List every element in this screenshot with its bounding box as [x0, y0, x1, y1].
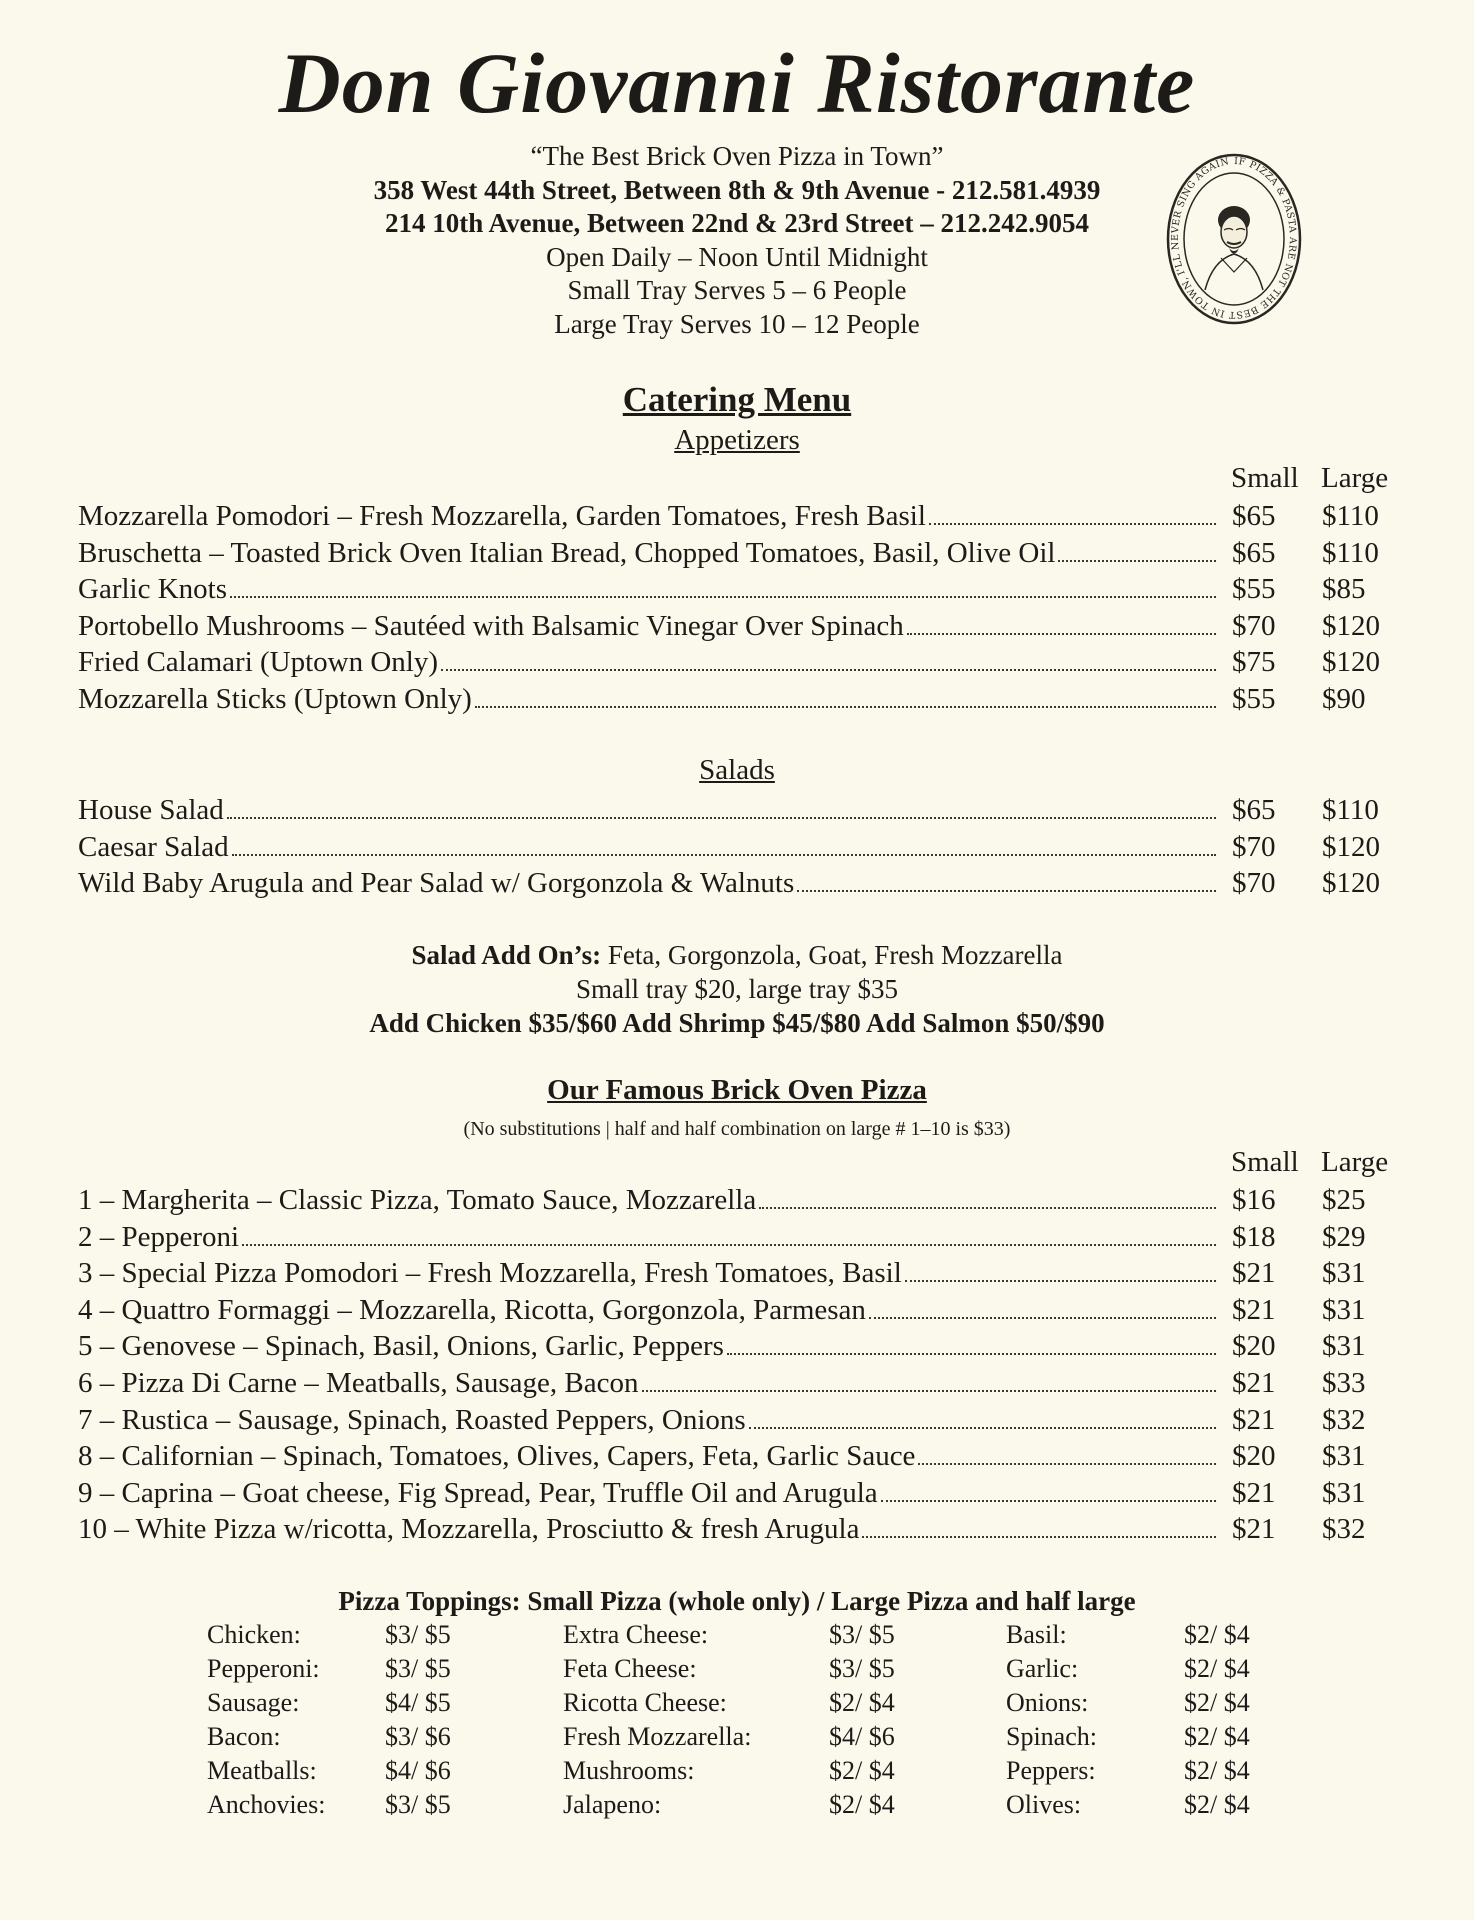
pizza-name: 1 – Margherita – Classic Pizza, Tomato Sauce, Mozzarella — [78, 1184, 757, 1216]
pizza-item — [78, 1182, 1220, 1218]
topping-name: Bacon: — [207, 1722, 281, 1751]
pizza-row — [78, 1402, 1405, 1438]
pizza-small-price: $16 — [1232, 1184, 1276, 1216]
seal-text: IF PIZZA & PASTA ARE NOT THE BEST IN TOWN, I'LL NEVER SING AGAIN — [1169, 155, 1299, 321]
topping-price: $2/ $4 — [1184, 1688, 1250, 1717]
topping-name: Jalapeno: — [563, 1790, 662, 1819]
dot-leader — [441, 669, 1216, 671]
don-giovanni-seal-logo — [1163, 150, 1305, 328]
pizza-item — [78, 1255, 1220, 1291]
appetizer-item — [78, 571, 1220, 607]
dot-leader — [227, 817, 1216, 819]
salad-addons-line — [0, 938, 1474, 972]
topping-name: Chicken: — [207, 1620, 301, 1649]
pizza-name: 7 – Rustica – Sausage, Spinach, Roasted Peppers, Onions — [78, 1403, 746, 1436]
pizza-row — [78, 1438, 1405, 1474]
topping-name: Meatballs: — [207, 1756, 317, 1785]
pizza-small-price: $21 — [1232, 1403, 1276, 1436]
topping-name: Anchovies: — [207, 1790, 326, 1819]
topping-name: Sausage: — [207, 1688, 300, 1717]
topping-price: $2/ $4 — [1184, 1722, 1250, 1751]
appetizer-small-price: $65 — [1232, 536, 1276, 569]
appetizers-small-header: Small — [1231, 462, 1299, 494]
appetizer-row — [78, 571, 1405, 607]
restaurant-title: Don Giovanni Ristorante — [278, 35, 1196, 131]
pizza-large-price: $32 — [1322, 1403, 1366, 1436]
dot-leader — [905, 1280, 1216, 1282]
pizza-name: 4 – Quattro Formaggi – Mozzarella, Ricotta, Gorgonzola, Parmesan — [78, 1293, 866, 1326]
appetizer-large-price: $110 — [1322, 536, 1379, 569]
topping-price: $3/ $5 — [829, 1620, 895, 1649]
appetizer-name: Garlic Knots — [78, 573, 227, 606]
address-uptown: 358 West 44th Street, Between 8th & 9th Avenue - 212.581.4939 — [373, 174, 1101, 205]
salad-item — [78, 865, 1220, 901]
pizza-small-price: $21 — [1232, 1293, 1276, 1326]
pizza-name: 3 – Special Pizza Pomodori – Fresh Mozzarella, Fresh Tomatoes, Basil — [78, 1257, 902, 1290]
pizza-row — [78, 1182, 1405, 1218]
appetizer-row — [78, 681, 1405, 717]
appetizer-large-price: $85 — [1322, 573, 1366, 606]
pizza-title: Our Famous Brick Oven Pizza — [547, 1074, 927, 1106]
dot-leader — [749, 1427, 1216, 1429]
topping-name: Basil: — [1006, 1620, 1067, 1649]
appetizer-row — [78, 535, 1405, 571]
topping-price: $2/ $4 — [829, 1688, 895, 1717]
appetizers-large-header: Large — [1321, 462, 1389, 494]
pizza-small-price: $20 — [1232, 1440, 1276, 1473]
salad-large-price: $120 — [1322, 830, 1380, 863]
pizza-row — [78, 1365, 1405, 1401]
dot-leader — [862, 1536, 1216, 1538]
pizza-item — [78, 1475, 1220, 1511]
pizza-large-price: $31 — [1322, 1440, 1366, 1473]
appetizer-small-price: $65 — [1232, 500, 1276, 532]
pizza-large-header: Large — [1321, 1146, 1389, 1178]
dot-leader — [929, 523, 1216, 525]
address-downtown: 214 10th Avenue, Between 22nd & 23rd Street – 212.242.9054 — [385, 208, 1089, 239]
appetizer-item — [78, 681, 1220, 717]
pizza-row — [78, 1328, 1405, 1364]
topping-price: $2/ $4 — [1184, 1790, 1250, 1819]
appetizer-item — [78, 498, 1220, 534]
pizza-small-header: Small — [1231, 1146, 1299, 1178]
dot-leader — [907, 633, 1216, 635]
topping-price: $2/ $4 — [1184, 1620, 1250, 1649]
salad-small-price: $65 — [1232, 794, 1276, 826]
topping-name: Olives: — [1006, 1790, 1082, 1819]
dot-leader — [475, 706, 1216, 708]
pizza-name: 10 – White Pizza w/ricotta, Mozzarella, Prosciutto & fresh Arugula — [78, 1513, 860, 1546]
pizza-item — [78, 1365, 1220, 1401]
topping-price: $2/ $4 — [1184, 1654, 1250, 1683]
pizza-large-price: $29 — [1322, 1220, 1366, 1253]
appetizer-row — [78, 608, 1405, 644]
appetizer-name: Bruschetta – Toasted Brick Oven Italian Bread, Chopped Tomatoes, Basil, Olive Oil — [78, 536, 1056, 569]
pizza-row — [78, 1475, 1405, 1511]
topping-price: $3/ $5 — [829, 1654, 895, 1683]
pizza-large-price: $31 — [1322, 1257, 1366, 1290]
pizza-large-price: $25 — [1322, 1184, 1366, 1216]
appetizer-item — [78, 535, 1220, 571]
topping-price: $3/ $5 — [385, 1620, 451, 1649]
dot-leader — [881, 1500, 1216, 1502]
topping-name: Feta Cheese: — [563, 1654, 697, 1683]
appetizer-name: Mozzarella Sticks (Uptown Only) — [78, 683, 472, 715]
appetizer-large-price: $90 — [1322, 683, 1366, 715]
pizza-item — [78, 1328, 1220, 1364]
appetizer-small-price: $55 — [1232, 573, 1276, 606]
dot-leader — [797, 890, 1216, 892]
pizza-large-price: $31 — [1322, 1293, 1366, 1326]
appetizer-name: Fried Calamari (Uptown Only) — [78, 646, 439, 679]
dot-leader — [918, 1463, 1216, 1465]
appetizer-small-price: $70 — [1232, 609, 1276, 642]
small-tray-info: Small Tray Serves 5 – 6 People — [567, 275, 907, 306]
toppings-title: Pizza Toppings: Small Pizza (whole only) / Large Pizza and half large — [338, 1586, 1136, 1616]
topping-price: $3/ $5 — [385, 1790, 451, 1819]
dot-leader — [869, 1317, 1216, 1319]
pizza-small-price: $21 — [1232, 1367, 1276, 1399]
pizza-large-price: $31 — [1322, 1330, 1366, 1363]
pizza-small-price: $20 — [1232, 1330, 1276, 1363]
salad-small-price: $70 — [1232, 867, 1276, 900]
pizza-name: 8 – Californian – Spinach, Tomatoes, Olives, Capers, Feta, Garlic Sauce — [78, 1440, 916, 1473]
pizza-small-price: $18 — [1232, 1220, 1276, 1253]
dot-leader — [232, 854, 1216, 856]
pizza-large-price: $32 — [1322, 1513, 1366, 1546]
pizza-small-price: $21 — [1232, 1513, 1276, 1546]
topping-price: $4/ $5 — [385, 1688, 451, 1717]
hours: Open Daily – Noon Until Midnight — [546, 241, 928, 272]
salad-name: Wild Baby Arugula and Pear Salad w/ Gorgonzola & Walnuts — [78, 867, 795, 900]
pizza-small-price: $21 — [1232, 1257, 1276, 1290]
appetizers-title: Appetizers — [674, 424, 800, 456]
salad-large-price: $110 — [1322, 794, 1379, 826]
topping-price: $3/ $5 — [385, 1654, 451, 1683]
salad-name: House Salad — [78, 794, 224, 826]
tagline: “The Best Brick Oven Pizza in Town” — [530, 141, 944, 171]
topping-name: Garlic: — [1006, 1654, 1079, 1683]
topping-name: Spinach: — [1006, 1722, 1097, 1751]
appetizer-large-price: $110 — [1322, 500, 1379, 532]
topping-price: $2/ $4 — [829, 1790, 895, 1819]
salad-row — [78, 829, 1405, 865]
catering-menu-title: Catering Menu — [622, 380, 852, 419]
topping-name: Extra Cheese: — [563, 1620, 709, 1649]
dot-leader — [642, 1390, 1216, 1392]
pizza-row — [78, 1292, 1405, 1328]
pizza-row — [78, 1511, 1405, 1547]
topping-price: $2/ $4 — [829, 1756, 895, 1785]
dot-leader — [242, 1244, 1216, 1246]
topping-price: $3/ $6 — [385, 1722, 451, 1751]
pizza-large-price: $33 — [1322, 1367, 1366, 1399]
topping-name: Mushrooms: — [563, 1756, 695, 1785]
salad-name: Caesar Salad — [78, 830, 229, 863]
salad-addons-label: Salad Add On’s: — [411, 940, 602, 970]
appetizer-small-price: $75 — [1232, 646, 1276, 679]
appetizer-name: Mozzarella Pomodori – Fresh Mozzarella, Garden Tomatoes, Fresh Basil — [78, 500, 926, 532]
topping-name: Peppers: — [1006, 1756, 1096, 1785]
topping-name: Pepperoni: — [207, 1654, 320, 1683]
pizza-item — [78, 1438, 1220, 1474]
pizza-small-price: $21 — [1232, 1476, 1276, 1509]
dot-leader — [230, 596, 1216, 598]
topping-price: $2/ $4 — [1184, 1756, 1250, 1785]
dot-leader — [759, 1207, 1216, 1209]
pizza-item — [78, 1402, 1220, 1438]
pizza-large-price: $31 — [1322, 1476, 1366, 1509]
pizza-item — [78, 1511, 1220, 1547]
salad-item — [78, 829, 1220, 865]
dot-leader — [727, 1353, 1216, 1355]
topping-name: Ricotta Cheese: — [563, 1688, 727, 1717]
pizza-name: 2 – Pepperoni — [78, 1220, 240, 1253]
pizza-row — [78, 1255, 1405, 1291]
salad-addons-cheeses: Feta, Gorgonzola, Goat, Fresh Mozzarella — [601, 940, 1063, 970]
appetizer-small-price: $55 — [1232, 683, 1276, 715]
salad-addons-proteins: Add Chicken $35/$60 Add Shrimp $45/$80 Add Salmon $50/$90 — [369, 1008, 1105, 1038]
salad-item — [78, 792, 1220, 828]
topping-price: $4/ $6 — [829, 1722, 895, 1751]
topping-name: Fresh Mozzarella: — [563, 1722, 752, 1751]
pizza-note: (No substitutions | half and half combination on large # 1–10 is $33) — [463, 1118, 1011, 1140]
pizza-row — [78, 1219, 1405, 1255]
pizza-item — [78, 1219, 1220, 1255]
pizza-item — [78, 1292, 1220, 1328]
salad-addons — [0, 938, 1474, 1040]
topping-price: $4/ $6 — [385, 1756, 451, 1785]
pizza-name: 6 – Pizza Di Carne – Meatballs, Sausage, Bacon — [78, 1367, 639, 1399]
pizza-name: 9 – Caprina – Goat cheese, Fig Spread, Pear, Truffle Oil and Arugula — [78, 1476, 878, 1509]
appetizer-row — [78, 644, 1405, 680]
topping-name: Onions: — [1006, 1688, 1089, 1717]
salad-row — [78, 865, 1405, 901]
appetizer-item — [78, 608, 1220, 644]
appetizer-item — [78, 644, 1220, 680]
appetizer-large-price: $120 — [1322, 646, 1380, 679]
salad-large-price: $120 — [1322, 867, 1380, 900]
salads-title: Salads — [699, 754, 775, 786]
large-tray-info: Large Tray Serves 10 – 12 People — [554, 308, 920, 339]
pizza-name: 5 – Genovese – Spinach, Basil, Onions, Garlic, Peppers — [78, 1330, 724, 1363]
salad-row — [78, 792, 1405, 828]
salad-small-price: $70 — [1232, 830, 1276, 863]
appetizer-large-price: $120 — [1322, 609, 1380, 642]
salad-addons-tray-prices: Small tray $20, large tray $35 — [576, 974, 898, 1004]
appetizer-name: Portobello Mushrooms – Sautéed with Balsamic Vinegar Over Spinach — [78, 609, 904, 642]
dot-leader — [1058, 560, 1216, 562]
appetizer-row — [78, 498, 1405, 534]
